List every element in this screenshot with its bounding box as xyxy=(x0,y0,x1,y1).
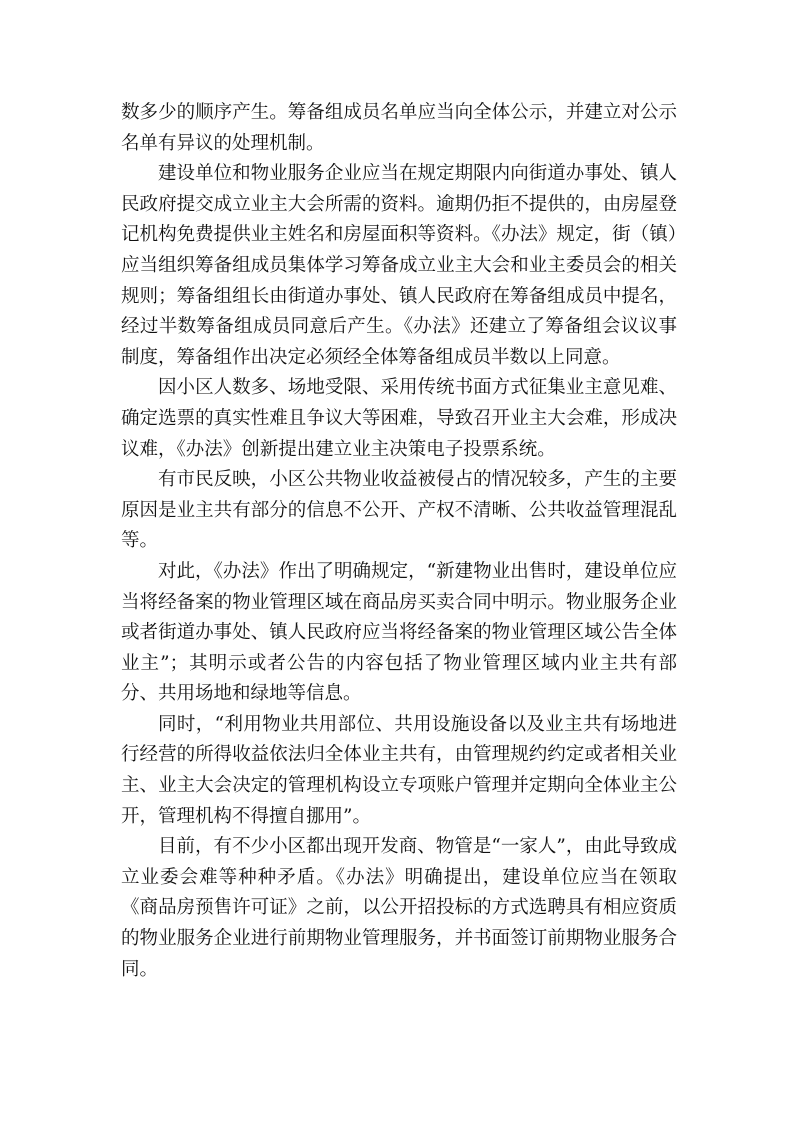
paragraph-management-area-disclosure: 对此，《办法》作出了明确规定，“新建物业出售时，建设单位应当将经备案的物业管理区域在商品房买卖合同中明示。物业服务企业或者街道办事处、镇人民政府应当将经备案的物业管理区域公告全体业主”；其明示或者公告的内容包括了物业管理区域内业主共有部分、共用场地和绿地等信息。 xyxy=(121,560,677,705)
paragraph-continuation: 数多少的顺序产生。筹备组成员名单应当向全体公示，并建立对公示名单有异议的处理机制。 xyxy=(121,102,677,154)
paragraph-submission-of-materials: 建设单位和物业服务企业应当在规定期限内向街道办事处、镇人民政府提交成立业主大会所需的资料。逾期仍拒不提供的，由房屋登记机构免费提供业主姓名和房屋面积等资料。《办法》规定，街（镇）应当组织筹备组成员集体学习筹备成立业主大会和业主委员会的相关规则；筹备组组长由街道办事处、镇人民政府在筹备组成员中提名，经过半数筹备组成员同意后产生。《办法》还建立了筹备组会议议事制度，筹备组作出决定必须经全体筹备组成员半数以上同意。 xyxy=(121,163,677,368)
document-body xyxy=(121,98,677,985)
paragraph-income-ownership: 同时，“利用物业共用部位、共用设施设备以及业主共有场地进行经营的所得收益依法归全体业主共有，由管理规约约定或者相关业主、业主大会决定的管理机构设立专项账户管理并定期向全体业主公开，管理机构不得擅自挪用”。 xyxy=(121,713,677,827)
paragraph-property-service-selection: 目前，有不少小区都出现开发商、物管是“一家人”，由此导致成立业委会难等种种矛盾。《办法》明确提出，建设单位应当在领取《商品房预售许可证》之前，以公开招投标的方式选聘具有相应资质的物业服务企业进行前期物业管理服务，并书面签订前期物业服务合同。 xyxy=(121,836,677,980)
paragraph-electronic-voting: 因小区人数多、场地受限、采用传统书面方式征集业主意见难、确定选票的真实性难且争议大等困难，导致召开业主大会难，形成决议难，《办法》创新提出建立业主决策电子投票系统。 xyxy=(121,377,677,460)
paragraph-public-income-issues: 有市民反映，小区公共物业收益被侵占的情况较多，产生的主要原因是业主共有部分的信息不公开、产权不清晰、公共收益管理混乱等。 xyxy=(121,469,677,552)
